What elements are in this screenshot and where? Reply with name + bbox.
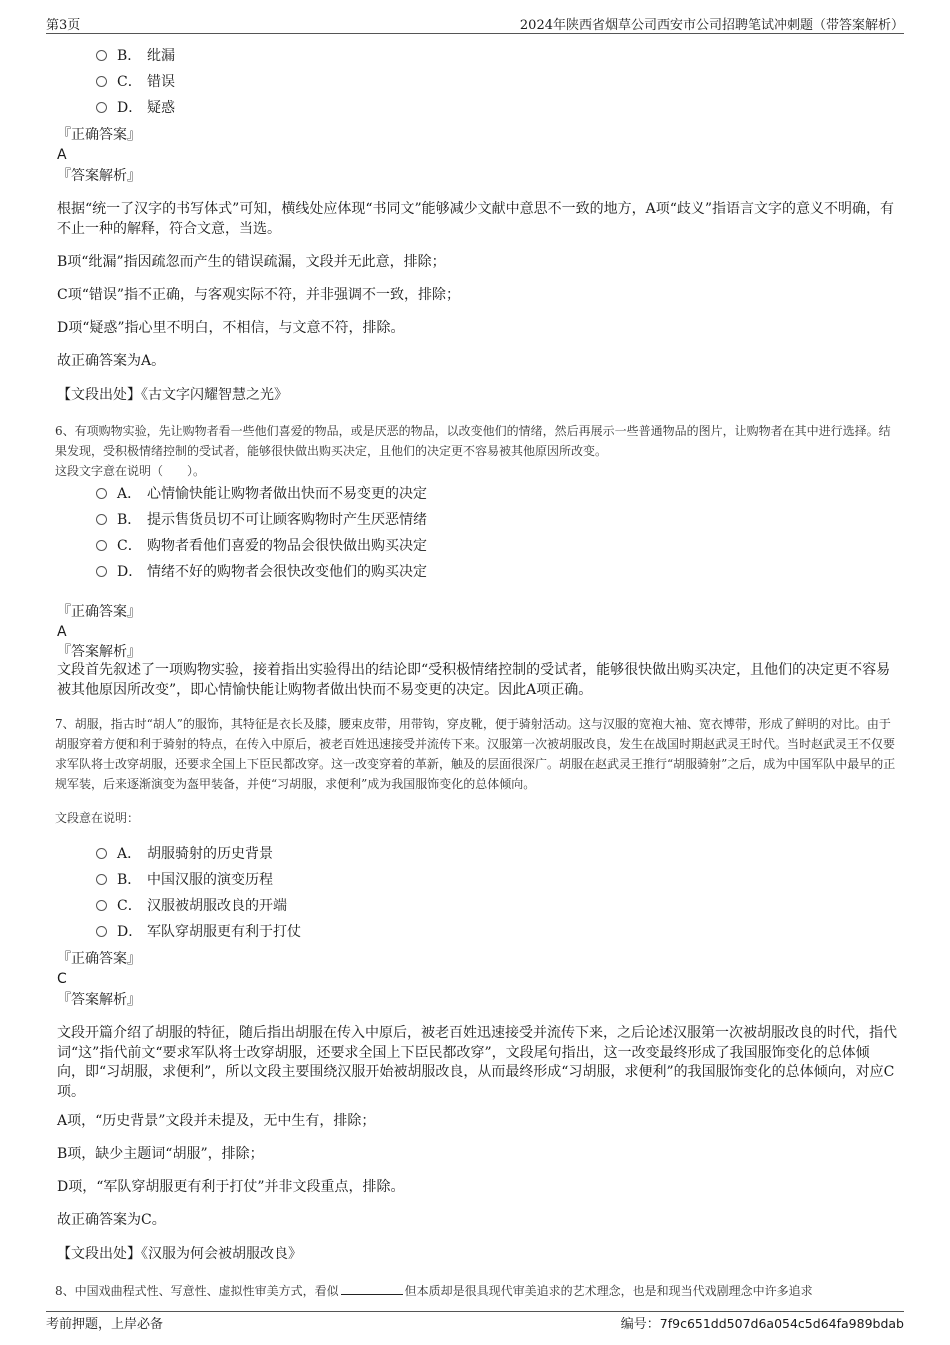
- q5-option-c[interactable]: C． 错误: [96, 72, 175, 92]
- q6-option-d[interactable]: D． 情绪不好的购物者会很快改变他们的购买决定: [96, 562, 427, 582]
- q5-analysis-label: 『答案解析』: [57, 168, 141, 184]
- q7-stem: 7、胡服，指古时“胡人”的服饰，其特征是衣长及膝，腰束皮带，用带钩，穿皮靴，便于骑射活动。这与汉服的宽袍大袖、宽衣博带，形成了鲜明的对比。由于胡服穿着方便和利于骑射的特点，在传入中原后，被老百姓迅速接受并流传下来。汉服第一次被胡服改良，发生在战国时期赵武灵王时代。当时赵武灵王不仅要求军队将士改穿胡服，还要求全国上下臣民都改穿。这一改变穿着的革新，触及的层面很深广。胡服在赵武灵王推行“胡服骑射”之后，成为中国军队中最早的正规军装，后来逐渐演变为盔甲装备，并使“习胡服，求便利”成为我国服饰变化的总体倾向。: [55, 717, 896, 791]
- q5-option-b[interactable]: B． 纰漏: [96, 46, 175, 66]
- q5-analysis-conclusion: 故正确答案为A。: [57, 353, 166, 369]
- radio-icon[interactable]: [96, 848, 107, 859]
- header-divider: [46, 33, 904, 34]
- q6-analysis-label: 『答案解析』: [57, 644, 141, 660]
- q7-analysis-paragraph: A项，“历史背景”文段并未提及，无中生有，排除；: [57, 1113, 376, 1129]
- q7-source: 【文段出处】《汉服为何会被胡服改良》: [57, 1246, 302, 1262]
- q6-stem: 6、有项购物实验，先让购物者看一些他们喜爱的物品，或是厌恶的物品，以改变他们的情绪，然后再展示一些普通物品的图片，让购物者在其中进行选择。结果发现，受积极情绪控制的受试者，能够很快做出购买决定，且他们的决定更不容易被其他原因所改变。: [55, 424, 891, 458]
- q5-analysis-paragraph: C项“错误”指不正确，与客观实际不符，并非强调不一致，排除；: [57, 287, 461, 303]
- q7-option-c[interactable]: C． 汉服被胡服改良的开端: [96, 896, 287, 916]
- q6-correct-answer-label: 『正确答案』: [57, 604, 141, 620]
- radio-icon[interactable]: [96, 102, 107, 113]
- footer-divider: [46, 1311, 904, 1312]
- radio-icon[interactable]: [96, 76, 107, 87]
- q5-answer: A: [57, 147, 67, 163]
- q7-option-b[interactable]: B． 中国汉服的演变历程: [96, 870, 273, 890]
- radio-icon[interactable]: [96, 874, 107, 885]
- q6-answer: A: [57, 624, 67, 640]
- radio-icon[interactable]: [96, 514, 107, 525]
- radio-icon[interactable]: [96, 50, 107, 61]
- q8-stem: 8、中国戏曲程式性、写意性、虚拟性审美方式，看似 但本质却是很具现代审美追求的艺术理念，也是和现当代戏剧理念中许多追求: [55, 1284, 813, 1298]
- q5-analysis-paragraph: B项“纰漏”指因疏忽而产生的错误疏漏，文段并无此意，排除；: [57, 254, 446, 270]
- document-code: 编号：7f9c651dd507d6a054c5d64fa989bdab: [620, 1316, 904, 1332]
- radio-icon[interactable]: [96, 488, 107, 499]
- q7-analysis-paragraph: D项，“军队穿胡服更有利于打仗”并非文段重点，排除。: [57, 1179, 405, 1195]
- radio-icon[interactable]: [96, 566, 107, 577]
- q7-correct-answer-label: 『正确答案』: [57, 951, 141, 967]
- q6-option-c[interactable]: C． 购物者看他们喜爱的物品会很快做出购买决定: [96, 536, 427, 556]
- q7-answer: C: [57, 971, 67, 987]
- q6-option-a[interactable]: A． 心情愉快能让购物者做出快而不易变更的决定: [96, 484, 427, 504]
- fill-in-blank: [341, 1282, 403, 1295]
- q6-prompt: 这段文字意在说明（ ）。: [55, 464, 206, 478]
- page-header: [46, 14, 904, 34]
- footer-slogan: 考前押题，上岸必备: [46, 1317, 164, 1332]
- q5-correct-answer-label: 『正确答案』: [57, 127, 141, 143]
- q7-option-a[interactable]: A． 胡服骑射的历史背景: [96, 844, 273, 864]
- q5-analysis-paragraph: 根据“统一了汉字的书写体式”可知，横线处应体现“书同文”能够减少文献中意思不一致的地方，A项“歧义”指语言文字的意义不明确，有不止一种的解释，符合文意，当选。: [57, 201, 895, 237]
- radio-icon[interactable]: [96, 540, 107, 551]
- q7-analysis-label: 『答案解析』: [57, 992, 141, 1008]
- q6-option-b[interactable]: B． 提示售货员切不可让顾客购物时产生厌恶情绪: [96, 510, 427, 530]
- q7-option-d[interactable]: D． 军队穿胡服更有利于打仗: [96, 922, 301, 942]
- q7-analysis-conclusion: 故正确答案为C。: [57, 1212, 166, 1228]
- radio-icon[interactable]: [96, 900, 107, 911]
- q7-analysis-paragraph: B项，缺少主题词“胡服”，排除；: [57, 1146, 264, 1162]
- q5-source: 【文段出处】《古文字闪耀智慧之光》: [57, 387, 288, 403]
- q5-analysis-paragraph: D项“疑惑”指心里不明白，不相信，与文意不符，排除。: [57, 320, 405, 336]
- q5-option-d[interactable]: D． 疑惑: [96, 98, 175, 118]
- radio-icon[interactable]: [96, 926, 107, 937]
- q7-prompt: 文段意在说明：: [55, 811, 140, 825]
- q6-analysis-paragraph: 文段首先叙述了一项购物实验，接着指出实验得出的结论即“受积极情绪控制的受试者，能够很快做出购买决定，且他们的决定更不容易被其他原因所改变”，即心情愉快能让购物者做出快而不易变更的决定。因此A项正确。: [57, 662, 891, 698]
- page-number: 第3页: [46, 18, 81, 33]
- q7-analysis-paragraph: 文段开篇介绍了胡服的特征，随后指出胡服在传入中原后，被老百姓迅速接受并流传下来，之后论述汉服第一次被胡服改良的时代，指代词“这”指代前文“要求军队将士改穿胡服，还要求全国上下臣民都改穿”，文段尾句指出，这一改变最终形成了我国服饰变化的总体倾向，即“习胡服，求便利”，所以文段主要围绕汉服开始被胡服改良，从而最终形成“习胡服，求便利”的我国服饰变化的总体倾向，对应C项。: [57, 1025, 897, 1100]
- document-title: 2024年陕西省烟草公司西安市公司招聘笔试冲刺题（带答案解析）: [519, 18, 904, 33]
- page-footer: [46, 1313, 904, 1331]
